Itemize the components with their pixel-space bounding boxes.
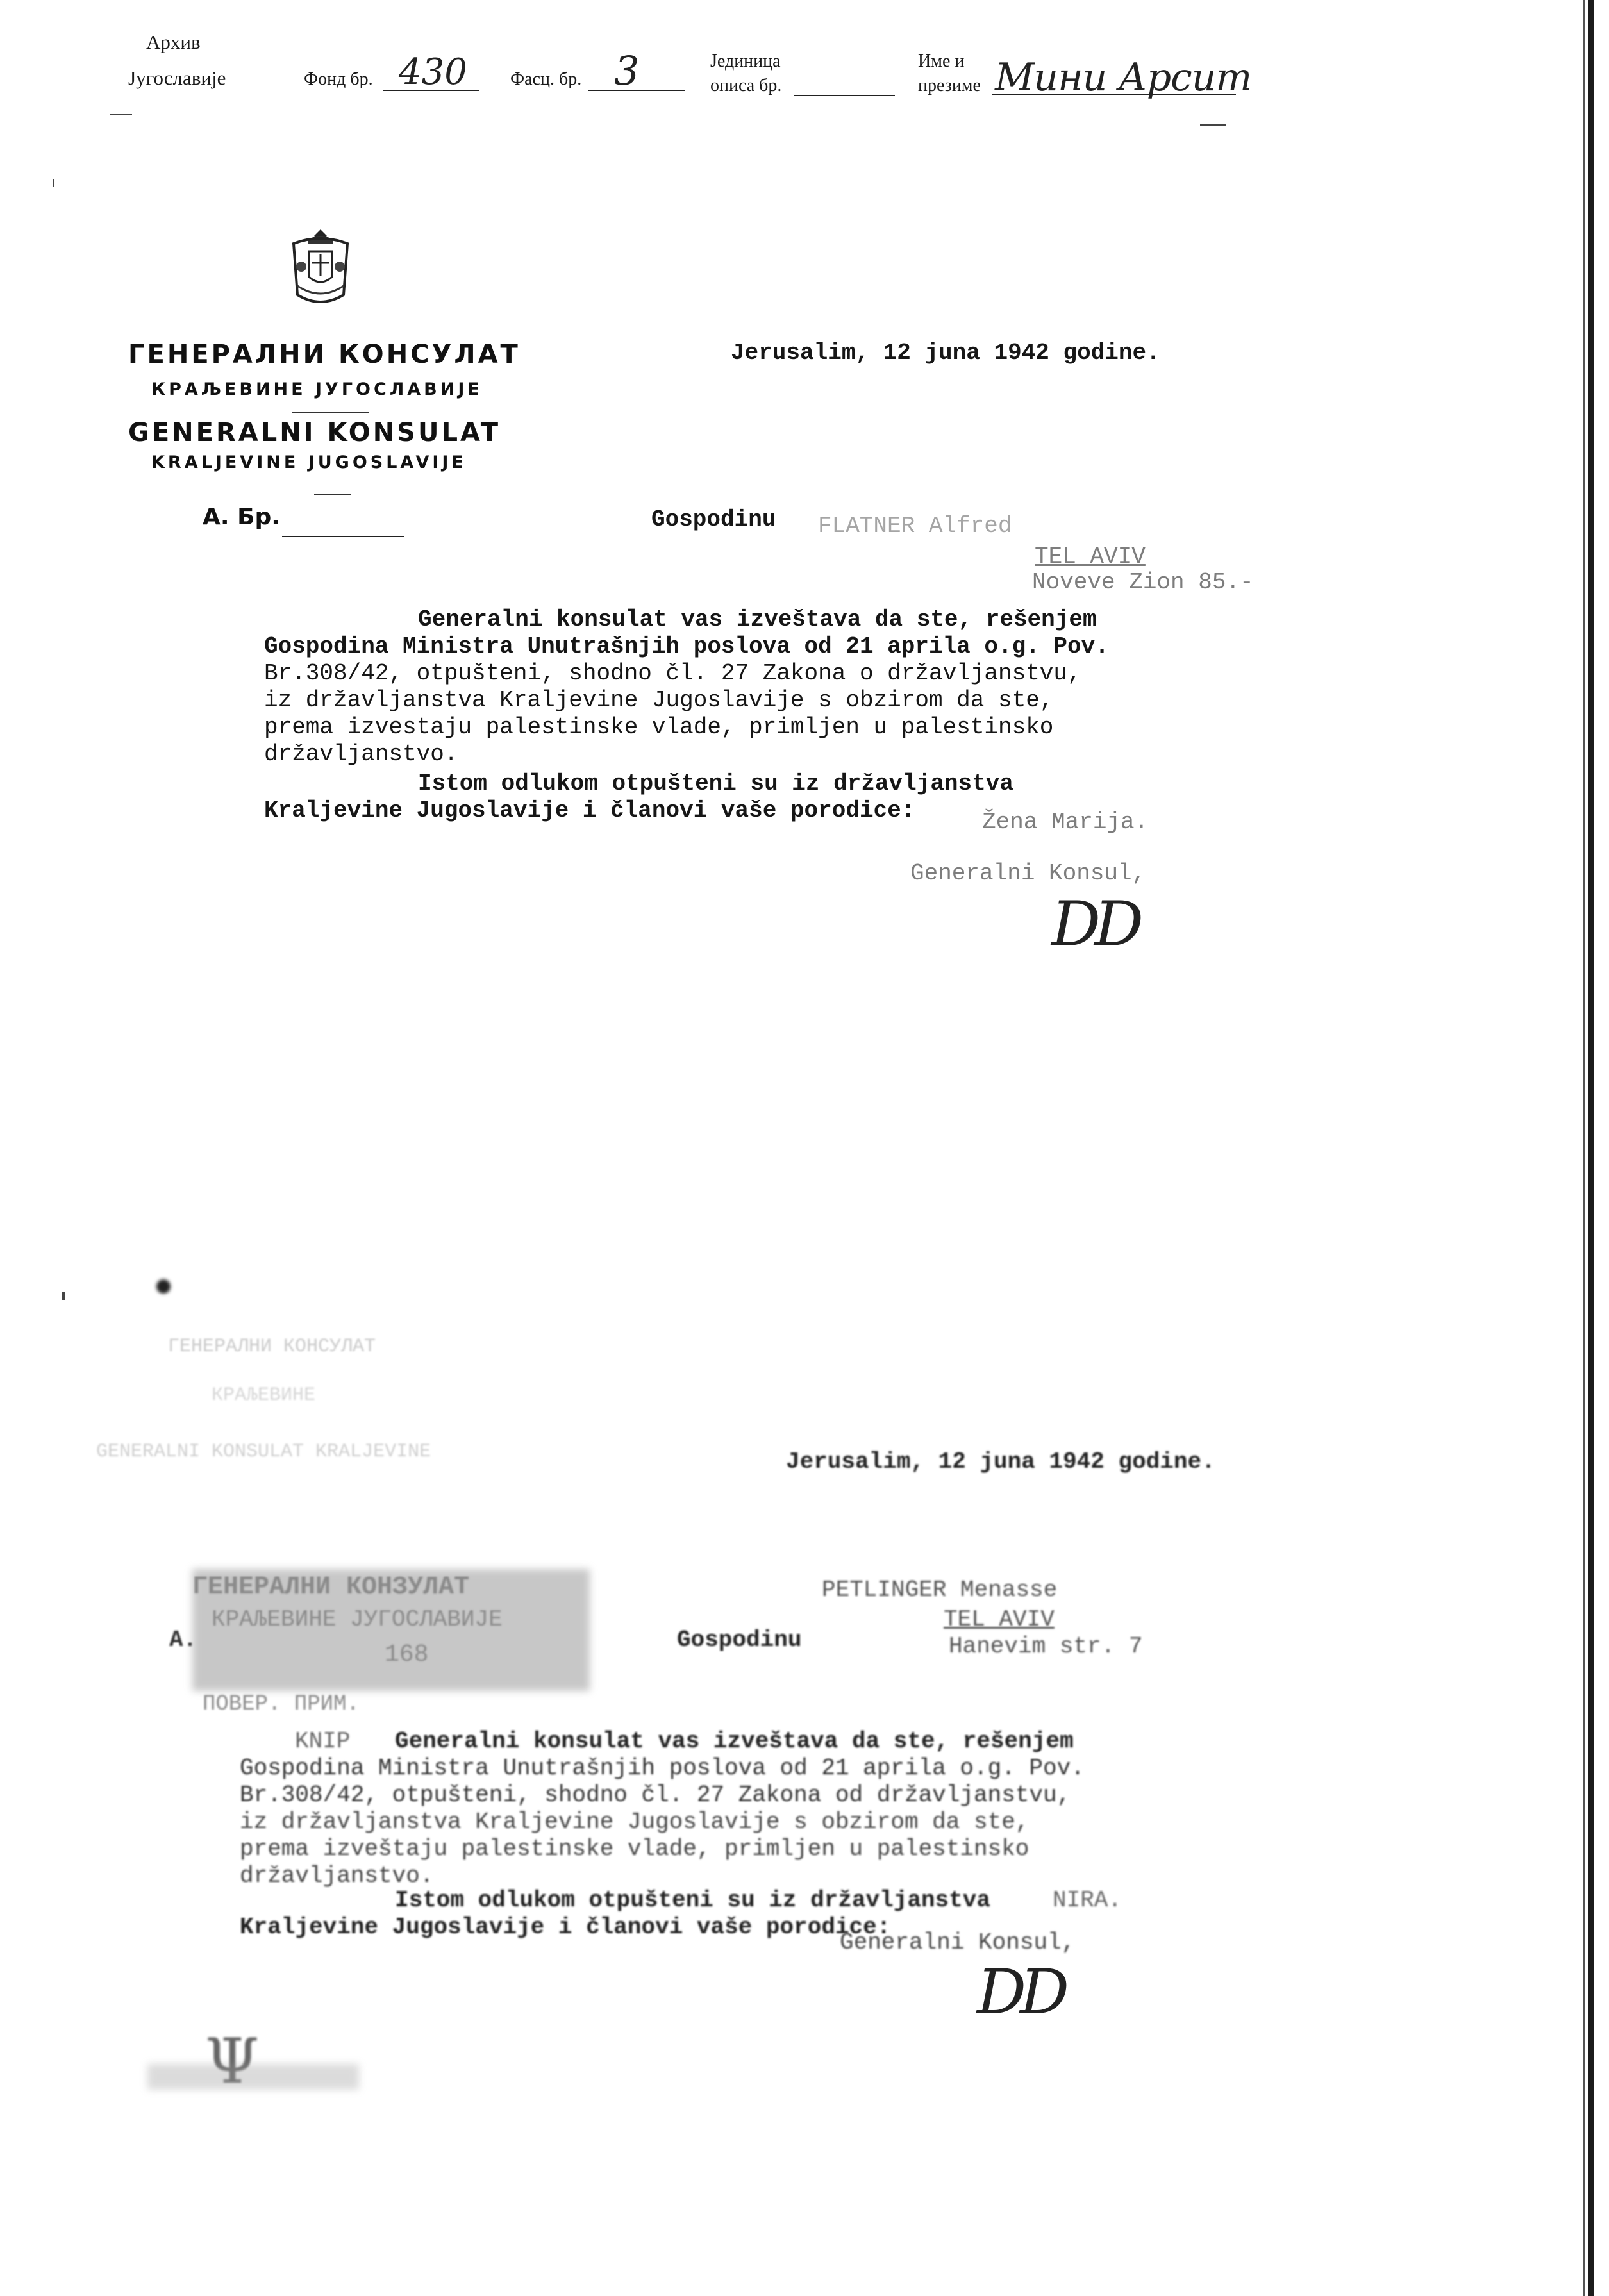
letter1-body-line-1: Generalni konsulat vas izveštava da ste, rešenjem — [418, 606, 1097, 633]
letter2-addressee-street: Hanevim str. 7 — [949, 1633, 1143, 1660]
letter2-stamp-ghost-1: ГЕНЕРАЛНИ КОНЗУЛАТ — [192, 1573, 470, 1602]
letter2-body-line-6: državljanstvo. — [240, 1863, 434, 1889]
stamp-tick-left — [110, 114, 132, 115]
page-edge-border — [1588, 0, 1594, 2296]
unit-label-1: Јединица — [710, 51, 781, 71]
letter2-date: Jerusalim, 12 juna 1942 godine. — [786, 1449, 1215, 1475]
letter1-family-member: Žena Marija. — [982, 809, 1149, 835]
letter2-body2-line-2: Kraljevine Jugoslavije i članovi vaše porodice: — [240, 1914, 891, 1940]
letter1-salutation: Gospodinu — [651, 506, 776, 533]
ink-blot — [156, 1279, 171, 1294]
letter2-body-line-1: Generalni konsulat vas izveštava da ste, rešenjem — [395, 1728, 1074, 1754]
letter2-body-prefix: KNIP — [295, 1728, 351, 1754]
margin-mark-mid — [62, 1292, 65, 1300]
letter2-margin-smudge — [147, 2064, 359, 2090]
stamp-tick-right — [1200, 124, 1226, 126]
name-label-2: презиме — [918, 76, 981, 96]
letter2-body-line-5: prema izveštaju palestinske vlade, primljen u palestinsko — [240, 1836, 1030, 1862]
letter1-body2-line-1: Istom odlukom otpušteni su iz državljanstva — [418, 770, 1013, 797]
letter1-addressee-street: Noveve Zion 85.- — [1032, 569, 1254, 595]
letter1-body-line-4: iz državljanstva Kraljevine Jugoslavije s obzirom da ste, — [264, 687, 1054, 713]
letter2-body-line-3: Br.308/42, otpušteni, shodno čl. 27 Zakona od državljanstvu, — [240, 1782, 1071, 1808]
letter2-stamp-ghost-2: КРАЉЕВИНЕ ЈУГОСЛАВИЈЕ — [212, 1606, 503, 1633]
fond-label: Фонд бр. — [304, 69, 373, 89]
letter2-stamp-ghost-3: 168 — [385, 1641, 429, 1668]
letter2-header-ghost-1: ГЕНЕРАЛНИ КОНСУЛАТ — [168, 1336, 376, 1358]
letterhead-cyr-line1: ГЕНЕРАЛНИ КОНСУЛАТ — [128, 340, 521, 369]
name-value: Мини Арсит — [995, 55, 1252, 100]
letter1-addressee-city: TEL AVIV — [1035, 544, 1146, 570]
letter1-body-line-6: državljanstvo. — [264, 741, 458, 767]
letter2-ref-label: A. — [169, 1627, 197, 1653]
letter2-body2-suffix: NIRA. — [1053, 1887, 1122, 1913]
letterhead-cyr-line2: КРАЉЕВИНЕ ЈУГОСЛАВИЈЕ — [151, 379, 483, 399]
letter2-salutation: Gospodinu — [677, 1627, 802, 1653]
letter2-body-line-2: Gospodina Ministra Unutrašnjih poslova od 21 aprila o.g. Pov. — [240, 1755, 1085, 1781]
coat-of-arms-icon — [282, 224, 359, 308]
unit-label-2: описа бр. — [710, 76, 782, 96]
letter1-signoff: Generalni Konsul, — [910, 860, 1146, 886]
margin-mark-top — [53, 179, 54, 187]
letter2-margin-mark: Ψ — [205, 2026, 260, 2097]
letterhead-lat-line1: GENERALNI KONSULAT — [128, 418, 501, 447]
letterhead-divider-1 — [292, 412, 369, 413]
letter1-signature: DD — [1051, 888, 1137, 960]
page-edge-shadow — [1583, 0, 1585, 2296]
letter2-addressee-name: PETLINGER Menasse — [822, 1577, 1058, 1603]
letter2-body2-line-1: Istom odlukom otpušteni su iz državljanstva — [395, 1887, 990, 1913]
letter2-header-ghost-3: GENERALNI KONSULAT KRALJEVINE — [96, 1441, 431, 1463]
letterhead-divider-2 — [314, 494, 351, 495]
letter1-body2-line-2: Kraljevine Jugoslavije i članovi vaše porodice: — [264, 797, 915, 824]
letter1-addressee-name: FLATNER Alfred — [818, 513, 1012, 539]
archive-label-2: Југославије — [128, 67, 226, 89]
fond-value: 430 — [399, 51, 467, 93]
archive-label-1: Архив — [146, 31, 201, 53]
fasc-label: Фасц. бр. — [510, 69, 582, 89]
letterhead-lat-line2: KRALJEVINE JUGOSLAVIJE — [151, 453, 467, 472]
letter2-signoff: Generalni Konsul, — [840, 1929, 1076, 1956]
reference-number-underline — [282, 536, 404, 537]
letter2-body-line-4: iz državljanstva Kraljevine Jugoslavije s obzirom da ste, — [240, 1809, 1030, 1835]
name-label-1: Име и — [918, 51, 965, 71]
letter1-body-line-5: prema izvestaju palestinske vlade, primljen u palestinsko — [264, 714, 1054, 740]
letter2-signature: DD — [977, 1956, 1063, 2028]
letter2-header-ghost-2: КРАЉЕВИНЕ — [212, 1385, 316, 1406]
unit-underline — [794, 95, 895, 96]
letter2-addressee-city: TEL AVIV — [944, 1606, 1055, 1633]
letter1-date: Jerusalim, 12 juna 1942 godine. — [731, 340, 1160, 366]
letter2-stamp-ghost-4: ПОВЕР. ПРИМ. — [203, 1692, 360, 1717]
letter1-body-line-3: Br.308/42, otpušteni, shodno čl. 27 Zakona o državljanstvu, — [264, 660, 1081, 686]
letter1-body-line-2: Gospodina Ministra Unutrašnjih poslova od 21 aprila o.g. Pov. — [264, 633, 1109, 660]
reference-number-label: А. Бр. — [203, 504, 280, 530]
fasc-value: 3 — [614, 47, 640, 94]
